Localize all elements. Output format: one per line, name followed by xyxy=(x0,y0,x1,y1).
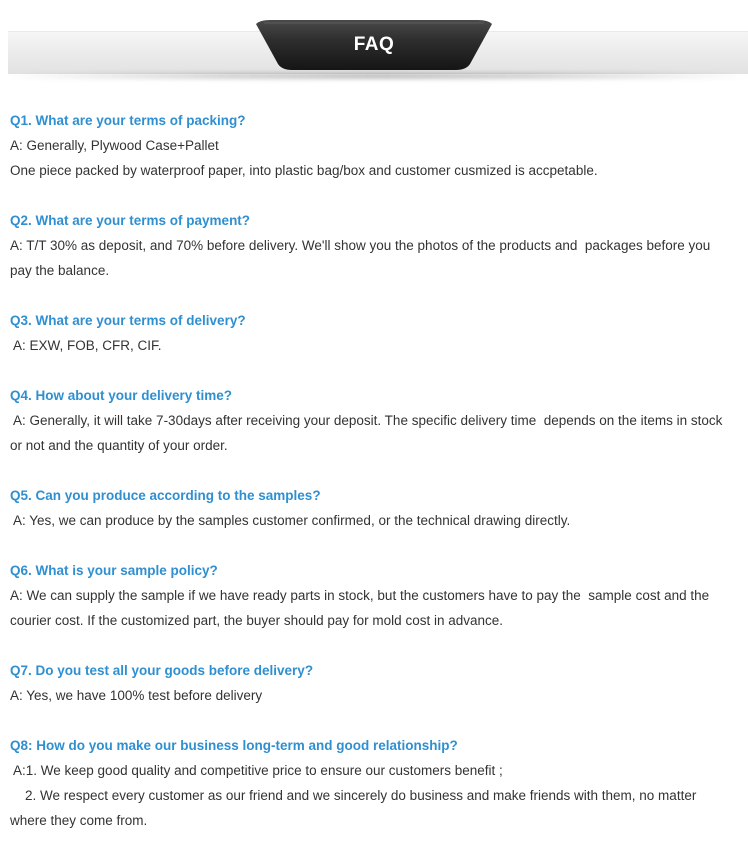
faq-list xyxy=(10,108,748,858)
faq-answer-line: courier cost. If the customized part, the buyer should pay for mold cost in advance. xyxy=(10,613,504,628)
faq-item xyxy=(10,658,748,708)
faq-question: Q1. What are your terms of packing? xyxy=(10,113,246,128)
faq-banner xyxy=(0,0,748,80)
faq-question: Q7. Do you test all your goods before delivery? xyxy=(10,663,314,678)
faq-answer-line: 2. We respect every customer as our friend and we sincerely do business and make friends with them, no matter xyxy=(10,788,697,803)
faq-answer-line: pay the balance. xyxy=(10,263,110,278)
faq-answer-line: A: Generally, Plywood Case+Pallet xyxy=(10,138,219,153)
faq-answer-line: One piece packed by waterproof paper, into plastic bag/box and customer cusmized is accpetable. xyxy=(10,163,598,178)
faq-title: FAQ xyxy=(353,34,395,55)
faq-item xyxy=(10,733,748,833)
faq-question: Q5. Can you produce according to the samples? xyxy=(10,488,321,503)
faq-item xyxy=(10,558,748,633)
faq-answer-line: where they come from. xyxy=(10,813,148,828)
faq-answer-line: or not and the quantity of your order. xyxy=(10,438,228,453)
faq-answer-line: A: Yes, we can produce by the samples customer confirmed, or the technical drawing directly. xyxy=(10,513,571,528)
faq-answer-line: A: Yes, we have 100% test before delivery xyxy=(10,688,263,703)
faq-answer-line: A: EXW, FOB, CFR, CIF. xyxy=(10,338,162,353)
faq-answer-line: A:1. We keep good quality and competitive price to ensure our customers benefit ; xyxy=(10,763,503,778)
faq-question: Q6. What is your sample policy? xyxy=(10,563,218,578)
faq-answer-line: A: T/T 30% as deposit, and 70% before delivery. We'll show you the photos of the products and packages before you xyxy=(10,238,711,253)
faq-item xyxy=(10,483,748,533)
faq-item xyxy=(10,383,748,458)
faq-question: Q2. What are your terms of payment? xyxy=(10,213,251,228)
faq-answer-line: A: We can supply the sample if we have ready parts in stock, but the customers have to pay the sample cost and the xyxy=(10,588,710,603)
banner-shadow xyxy=(8,73,748,79)
faq-answer-line: A: Generally, it will take 7-30days after receiving your deposit. The specific delivery time depends on the items in stock xyxy=(10,413,723,428)
faq-item xyxy=(10,108,748,183)
faq-item xyxy=(10,208,748,283)
faq-question: Q3. What are your terms of delivery? xyxy=(10,313,246,328)
faq-item xyxy=(10,308,748,358)
faq-question: Q4. How about your delivery time? xyxy=(10,388,233,403)
faq-question: Q8: How do you make our business long-term and good relationship? xyxy=(10,738,458,753)
